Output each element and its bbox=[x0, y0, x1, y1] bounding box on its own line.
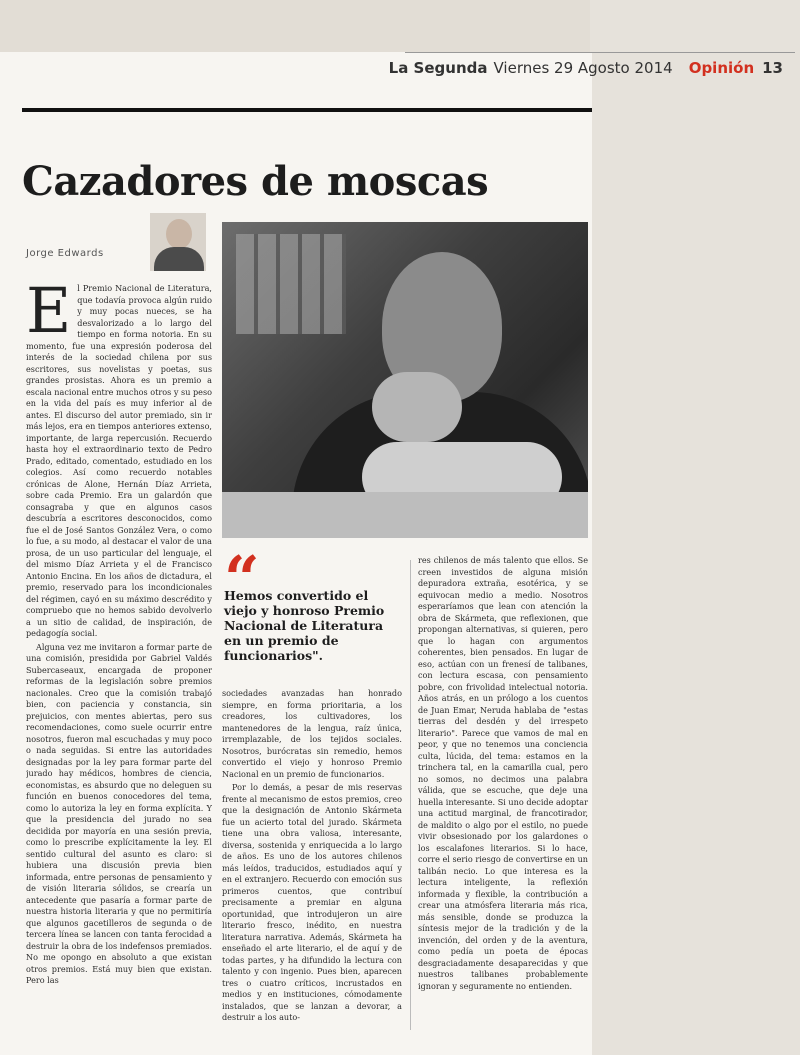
article-column-3 bbox=[418, 555, 588, 1035]
paragraph: l Premio Nacional de Literatura, que todavía provoca algún ruido y muy pocas nueces, se ha desvalorizado a lo largo del tiempo en forma notoria. En su momento, fue una expresión poderosa del interés de la sociedad chilena por sus escritores, sus novelistas y poetas, sus grandes prosistas. Ahora es un premio a escala nacional entre muchos otros y su peso en la vida del país es muy inferior al de antes. El discurso del autor premiado, sin ir más lejos, era en tiempos anteriores extenso, importante, de larga repercusión. Recuerdo hasta hoy el extraordinario texto de Pedro Prado, editado, comentado, estudiado en los colegios. Así como recuerdo notables crónicas de Alone, Hernán Díaz Arrieta, sobre cada Premio. Era un galardón que consagraba y que en algunos casos descubría a escritores desconocidos, como fue el de José Santos González Vera, o como lo fue, a su modo, al destacar el valor de una prosa, de un uso particular del lenguaje, el del mismo Díaz Arrieta y el de Francisco Antonio Encina. En los años de dictadura, el premio, reservado para los incondicionales del régimen, cayó en su máximo descrédito y compruebo que no hemos sabido devolverlo a un sitio de calidad, de inspiración, de pedagogía social. bbox=[26, 283, 212, 638]
page-header bbox=[388, 52, 795, 82]
author-byline: Jorge Edwards bbox=[26, 248, 104, 259]
drop-cap: E bbox=[26, 283, 72, 347]
photo-window bbox=[236, 234, 346, 334]
column-divider bbox=[410, 560, 411, 1030]
quote-mark-icon: “ bbox=[224, 542, 260, 615]
author-portrait bbox=[150, 213, 206, 271]
article-column-1 bbox=[26, 283, 212, 1028]
photo-hand bbox=[372, 372, 462, 442]
paragraph: Alguna vez me invitaron a formar parte de una comisión, presidida por Gabriel Valdés Subercaseaux, encargada de proponer reformas de la legislación sobre premios nacionales. Creo que la comisión trabajó bien, con paciencia y constancia, sin prejuicios, con mentes abiertas, pero sus recomendaciones, como suele ocurrir entre nosotros, fueron mal escuchadas y muy poco o nada seguidas. Si entre las autoridades designadas por la ley para formar parte del jurado hay médicos, hombres de ciencia, economistas, es absurdo que no deleguen su función en buenos conocedores del tema, como lo autoriza la ley en forma explícita. Y que la presidencia del jurado no sea decidida por mayoría en una sesión previa, como lo prescribe explícitamente la ley. El sentido cultural del asunto es claro: si hubiera una discusión previa bien informada, entre personas de pensamiento y de visión literaria sólidos, se crearía un antecedente que pasaría a formar parte de nuestra historia literaria y que no permitiría que algunos gacetilleros de segunda o de tercera línea se lancen con tanta ferocidad a destruir la obra de los indefensos premiados. No me opongo en absoluto a que existan otros premios. Está muy bien que existan. Pero las bbox=[26, 641, 212, 985]
pull-quote: Hemos convertido el viejo y honroso Premio Nacional de Literatura en un premio de funcionarios". bbox=[224, 588, 385, 663]
portrait-head bbox=[166, 219, 192, 249]
paragraph: res chilenos de más talento que ellos. Se creen investidos de alguna misión depuradora extraña, esotérica, y se equivocan medio a medio. Nosotros esperaríamos que lean con atención la obra de Skármeta, que reflexionen, que propongan alternativas, si quieren, pero que lo hagan con argumentos coherentes, bien pensados. En lugar de eso, actúan con un frenesí de talibanes, con lectura escasa, con pensamiento pobre, con frivolidad intelectual notoria. Años atrás, en un prólogo a los cuentos de Juan Emar, Neruda hablaba de "estas tierras del desdén y del irrespeto literario". Parece que vamos de mal en peor, y que no tenemos una conciencia culta, lúcida, del tema: estamos en la trinchera tal, en la camarilla cual, pero no somos, no decimos una palabra válida, que se escuche, que deje una huella interesante. Si uno decide adoptar una actitud marginal, de francotirador, de maldito o algo por el estilo, no puede vivir obsesionado por los galardones o los escalafones literarios. Si lo hace, corre el serio riesgo de convertirse en un talibán necio. Lo que interesa es la lectura inteligente, la reflexión informada y flexible, la contribución a crear una atmósfera literaria más rica, más sensible, donde se produzca la síntesis mejor de la tradición y de la invención, del orden y de la aventura, como pedía un poeta de épocas desgraciadamente desaparecidas y que nuestros talibanes probablemente ignoran y seguramente no entienden. bbox=[418, 555, 588, 991]
paragraph: sociedades avanzadas han honrado siempre, en forma prioritaria, a los creadores, los cultivadores, los mantenedores de la lengua, raíz única, irremplazable, de los tejidos sociales. Nosotros, burócratas sin remedio, hemos convertido el viejo y honroso Premio Nacional en un premio de funcionarios. bbox=[222, 688, 402, 779]
photo-table bbox=[222, 492, 588, 538]
issue-date: Viernes 29 Agosto 2014 bbox=[493, 58, 673, 77]
paragraph: Por lo demás, a pesar de mis reservas frente al mecanismo de estos premios, creo que la designación de Antonio Skármeta fue un acierto total del jurado. Skármeta tiene una obra valiosa, interesante, diversa, sostenida y enriquecida a lo largo de años. Es uno de los autores chilenos más leídos, traducidos, estudiados aquí y en el extranjero. Recuerdo con emoción sus primeros cuentos, que contribuí precisamente a premiar en alguna oportunidad, que introdujeron un aire literario fresco, inédito, en nuestra literatura narrativa. Además, Skármeta ha enseñado el arte literario, el de aquí y de todas partes, y ha difundido la lectura con talento y con ingenio. Pues bien, aparecen tres o cuatro críticos, incrustados en medios y en instituciones, cómodamente instalados, que se lanzan a devorar, a destruir a los auto- bbox=[222, 782, 402, 1022]
right-margin bbox=[590, 0, 800, 1055]
section-name: Opinión bbox=[688, 58, 755, 77]
newspaper-brand: La Segunda bbox=[388, 58, 488, 77]
portrait-body bbox=[154, 247, 204, 271]
article-column-2 bbox=[222, 688, 402, 1033]
page-number: 13 bbox=[762, 58, 783, 77]
article-photo bbox=[222, 222, 588, 538]
header-rule bbox=[22, 108, 592, 112]
article-headline: Cazadores de moscas bbox=[22, 158, 489, 205]
